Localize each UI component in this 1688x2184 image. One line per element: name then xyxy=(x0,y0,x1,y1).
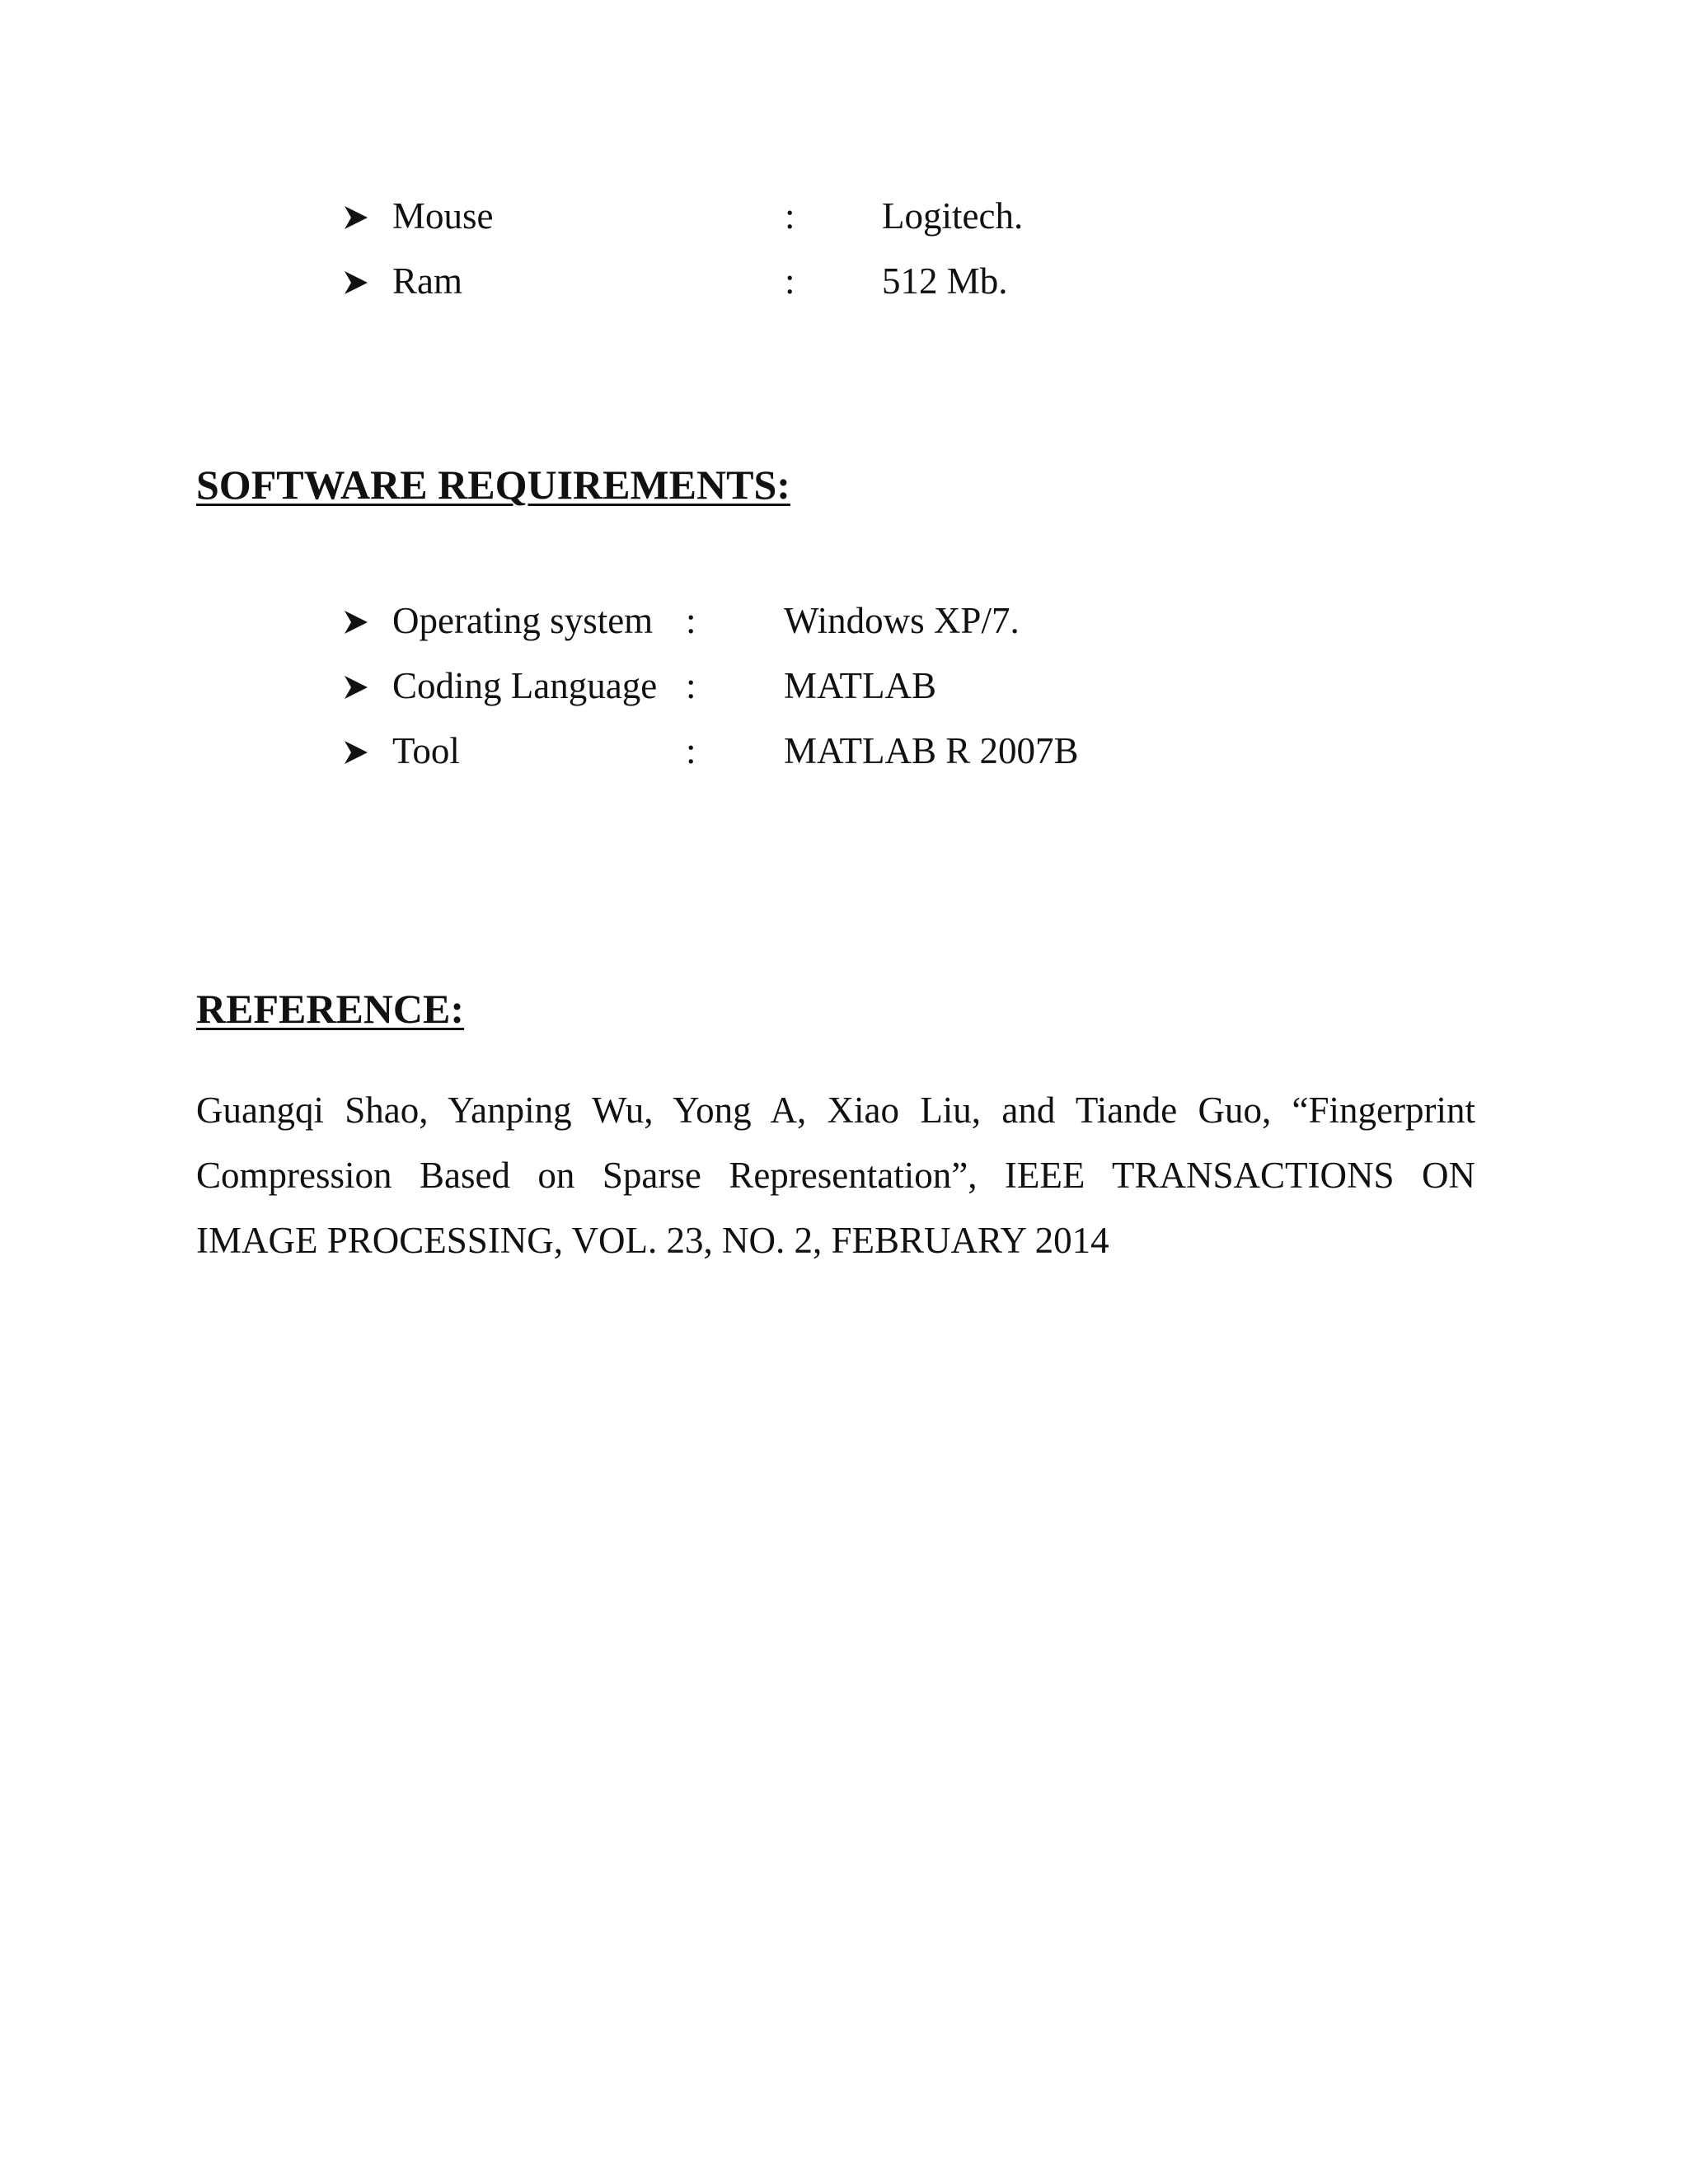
arrowhead-bullet-icon xyxy=(342,592,375,649)
item-label: Coding Language xyxy=(392,665,658,706)
arrowhead-bullet-icon xyxy=(342,252,375,310)
item-colon: : xyxy=(686,730,696,771)
list-item-mouse xyxy=(0,187,1688,245)
item-colon: : xyxy=(686,665,696,706)
item-value: Logitech. xyxy=(882,195,1024,237)
arrowhead-bullet-icon xyxy=(342,657,375,715)
item-value: 512 Mb. xyxy=(882,260,1008,302)
item-value: MATLAB R 2007B xyxy=(784,730,1079,771)
item-label: Tool xyxy=(392,730,460,771)
reference-heading: REFERENCE: xyxy=(196,986,465,1032)
list-item-coding-language xyxy=(0,657,1688,715)
item-label: Mouse xyxy=(392,195,494,237)
item-label: Operating system xyxy=(392,600,654,641)
arrowhead-bullet-icon xyxy=(342,722,375,780)
list-item-operating-system xyxy=(0,592,1688,649)
arrowhead-bullet-icon xyxy=(342,187,375,245)
list-item-ram xyxy=(0,252,1688,310)
item-colon: : xyxy=(785,260,795,302)
item-colon: : xyxy=(686,600,696,641)
list-item-tool xyxy=(0,722,1688,780)
software-requirements-heading: SOFTWARE REQUIREMENTS: xyxy=(196,462,790,508)
item-value: MATLAB xyxy=(784,665,937,706)
item-colon: : xyxy=(785,195,795,237)
item-value: Windows XP/7. xyxy=(784,600,1020,641)
item-label: Ram xyxy=(392,260,462,302)
reference-citation: Guangqi Shao, Yanping Wu, Yong A, Xiao Liu, and Tiande Guo, “Fingerprint Compression Based on Sparse Representation”, IEEE TRANSACTIONS ON IMAGE PROCESSING, VOL. 23, NO. 2, FEBRUARY 2014 xyxy=(196,1090,1475,1261)
